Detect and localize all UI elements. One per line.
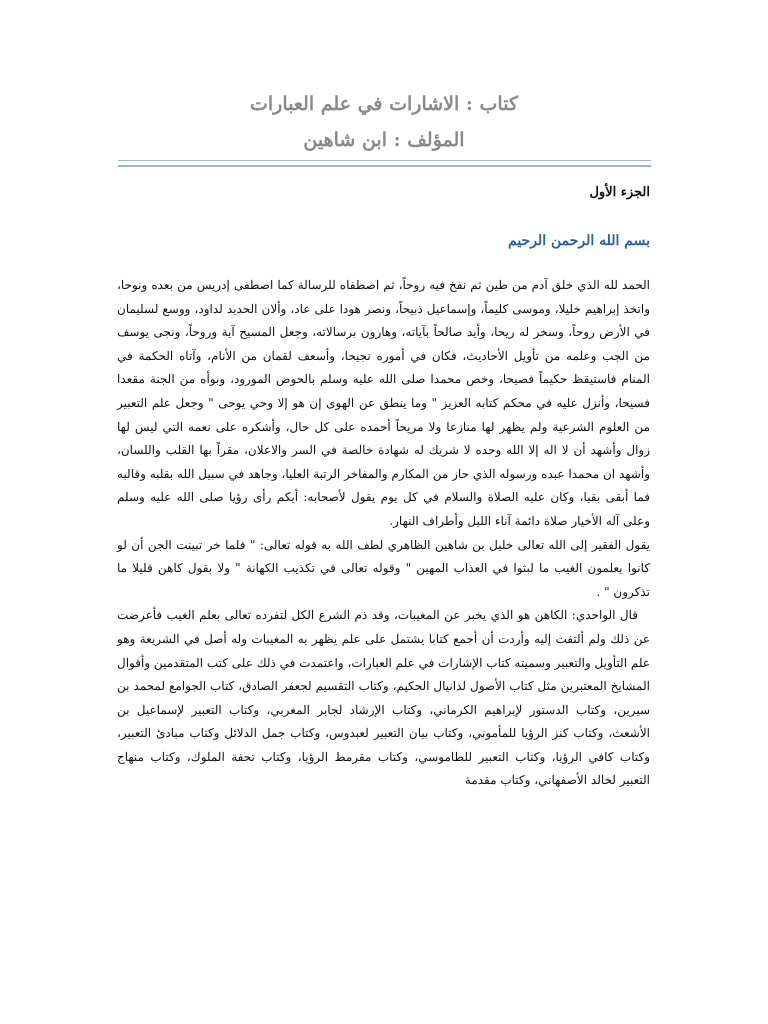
book-title: كتاب : الاشارات في علم العبارات — [250, 93, 518, 115]
basmala-heading: بسم الله الرحمن الرحيم — [508, 233, 650, 249]
author-line: المؤلف : ابن شاهين — [303, 129, 465, 151]
body-text — [117, 274, 650, 793]
paragraph-author-statement: يقول الفقير إلى الله تعالى خليل بن شاهين الظاهري لطف الله به قوله تعالى: " فلما خر تبينت الجن أن لو كانوا يعلمون الغيب ما لبثوا في العذاب المهين " وقوله تعالى في تكذيب الكهانة " ولا بقول كاهن قليلا ما تذكرون " . — [117, 537, 650, 599]
paragraph-opening: الحمد لله الذي خلق آدم من طين ثم نفخ فيه روحاً، ثم اصطفاه للرسالة كما اصطفى إدريس من بعده ونوحا، واتخذ إبراهيم خليلا، وموسى كليماً، وإسماعيل ذبيحاً، ونصر هودا على عاد، وألان الحديد لداود، ووسع لسليمان في الأرض روحاً، وسخر له ريحا، وأيد صالحاً بآياته، وهارون برسالاته، وجعل المسيح آية وروحاً، ونجى يوسف من الجب وعلمه من تأويل الأحاديث، فكان في أموره نجيحا، وأسعف لقمان من الأنام، وآتاه الحكمة في المنام فاستيقظ حكيماً فصيحا، وخص محمدا صلى الله عليه وسلم بالحوض المورود، وبوأه من الجنة مقعدا فسيحا، وأنزل عليه في محكم كتابه العزيز " وما ينطق عن الهوى إن هو إلا وحي يوحى " وجعل علم التعبير من العلوم الشرعية ولم يظهر لها منازعا ولا مريحاً أحمده على كل حال، وأشكره على نعمه التي ليس لها زوال وأشهد أن لا اله إلا الله وحده لا شريك له شهادة خالصة في السر والاعلان، مقراً بها القلب واللسان، وأشهد ان محمدا عبده ورسوله الذي حاز من المكارم والمفاخر الرتبة العليا، وجاهد في سبيل الله بقلبه وقالبه فما أبقى بقيا، وكان عليه الصلاة والسلام في كل يوم يقول لأصحابه: أيكم رأى رؤيا صلى الله عليه وسلم وعلى آله الأخيار صلاة دائمة آناء الليل وأطراف النهار. — [117, 278, 650, 528]
paragraph-sources: قال الواحدي: الكاهن هو الذي يخبر عن المغيبات، وقد ذم الشرع الكل لتفرده تعالى بعلم الغيب فأعرضت عن ذلك ولم ألتفت إليه وأردت أن أجمع كتابا يشتمل على علم يظهر به المغيبات وله أصل في الشريعة وهو علم التأويل والتعبير وسميته كتاب الإشارات في علم العبارات، واعتمدت في ذلك على كتب المتقدمين وأقوال المشايخ المعتبرين مثل كتاب الأصول لدانيال الحكيم، وكتاب التقسيم لجعفر الصادق، كتاب الجوامع لمحمد بن سيرين، وكتاب الدستور لإبراهيم الكرماني، وكتاب الإرشاد لجابر المغربي، وكتاب التعبير لإسماعيل بن الأشعث، وكتاب كنز الرؤيا للمأموني، وكتاب بيان التعبير لعبدوس، وكتاب جمل الدلائل وكتاب مبادئ التعبير، وكتاب كافي الرؤيا، وكتاب التعبير للطاموسي، وكتاب مقرمط الرؤيا، وكتاب تحفة الملوك، وكتاب منهاج التعبير لخالد الأصفهاني، وكتاب مقدمة — [117, 608, 650, 788]
document-header — [0, 86, 768, 158]
part-label: الجزء الأول — [589, 185, 650, 200]
header-divider — [118, 160, 651, 167]
